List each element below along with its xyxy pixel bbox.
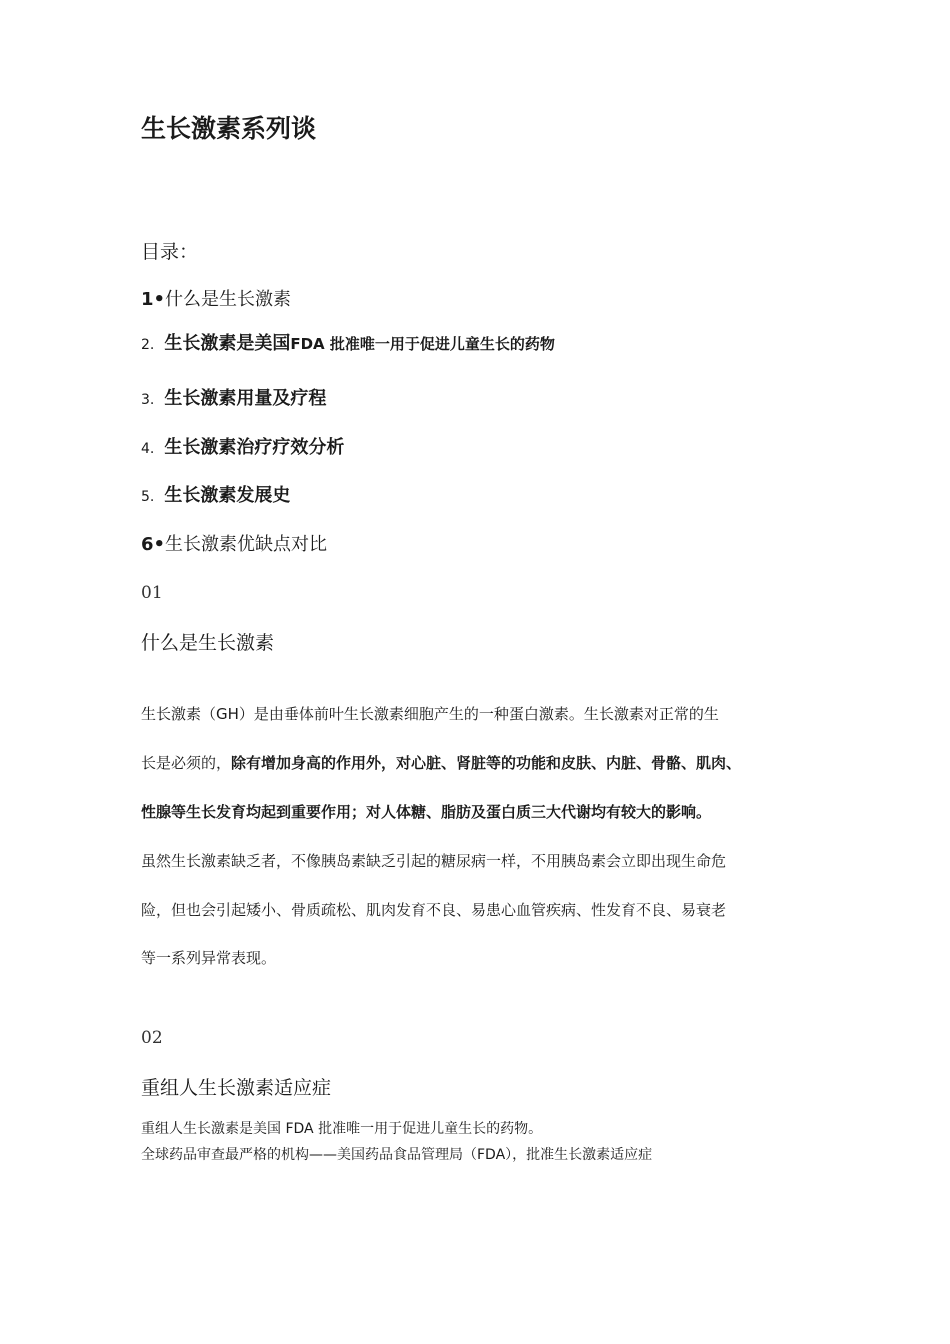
paragraph-line: 重组人生长激素是美国 FDA 批准唯一用于促进儿童生长的药物。 xyxy=(141,1121,543,1137)
toc-item-text: 生长激素是美国 xyxy=(164,333,291,354)
toc-item-text: 生长激素治疗疗效分析 xyxy=(164,437,345,458)
toc-item-text: 什么是生长激素 xyxy=(165,289,292,310)
toc-item-text: 生长激素用量及疗程 xyxy=(164,388,327,409)
paragraph-line: 险，但也会引起矮小、骨质疏松、肌肉发育不良、易患心血管疾病、性发育不良、易衰老 xyxy=(141,901,727,919)
paragraph-line: 等一系列异常表现。 xyxy=(141,949,277,967)
toc-item xyxy=(141,286,291,314)
section-number: 02 xyxy=(141,1028,163,1048)
toc-item xyxy=(141,330,555,359)
toc-item-number: 3. xyxy=(141,392,155,408)
toc-item-text: 生长激素优缺点对比 xyxy=(165,534,328,555)
toc-heading: 目录： xyxy=(141,241,199,263)
toc-item-number: 6• xyxy=(141,534,166,555)
toc-item-number: 5. xyxy=(141,489,155,505)
toc-item-text-small: FDA 批准唯一用于促进儿童生长的药物 xyxy=(290,335,555,353)
section-title: 重组人生长激素适应症 xyxy=(141,1077,332,1099)
toc-item-number: 1• xyxy=(141,289,166,310)
toc-item xyxy=(141,482,290,511)
toc-item xyxy=(141,385,326,414)
paragraph-line: 全球药品审查最严格的机构——美国药品食品管理局（FDA），批准生长激素适应症 xyxy=(141,1147,653,1163)
section-number: 01 xyxy=(141,583,163,603)
toc-item xyxy=(141,531,327,559)
toc-item-number: 4. xyxy=(141,441,155,457)
toc-item xyxy=(141,434,344,463)
paragraph-line: 虽然生长激素缺乏者，不像胰岛素缺乏引起的糖尿病一样，不用胰岛素会立即出现生命危 xyxy=(141,852,727,870)
section-title: 什么是生长激素 xyxy=(141,632,275,654)
paragraph-line: 性腺等生长发育均起到重要作用；对人体糖、脂肪及蛋白质三大代谢均有较大的影响。 xyxy=(141,803,712,821)
toc-item-number: 2. xyxy=(141,337,155,353)
page-title: 生长激素系列谈 xyxy=(141,114,317,143)
toc-item-text: 生长激素发展史 xyxy=(164,485,291,506)
paragraph-line: 生长激素（GH）是由垂体前叶生长激素细胞产生的一种蛋白激素。生长激素对正常的生 xyxy=(141,705,719,723)
paragraph-line: 长是必须的，除有增加身高的作用外，对心脏、肾脏等的功能和皮肤、内脏、骨骼、肌肉、 xyxy=(141,754,742,772)
